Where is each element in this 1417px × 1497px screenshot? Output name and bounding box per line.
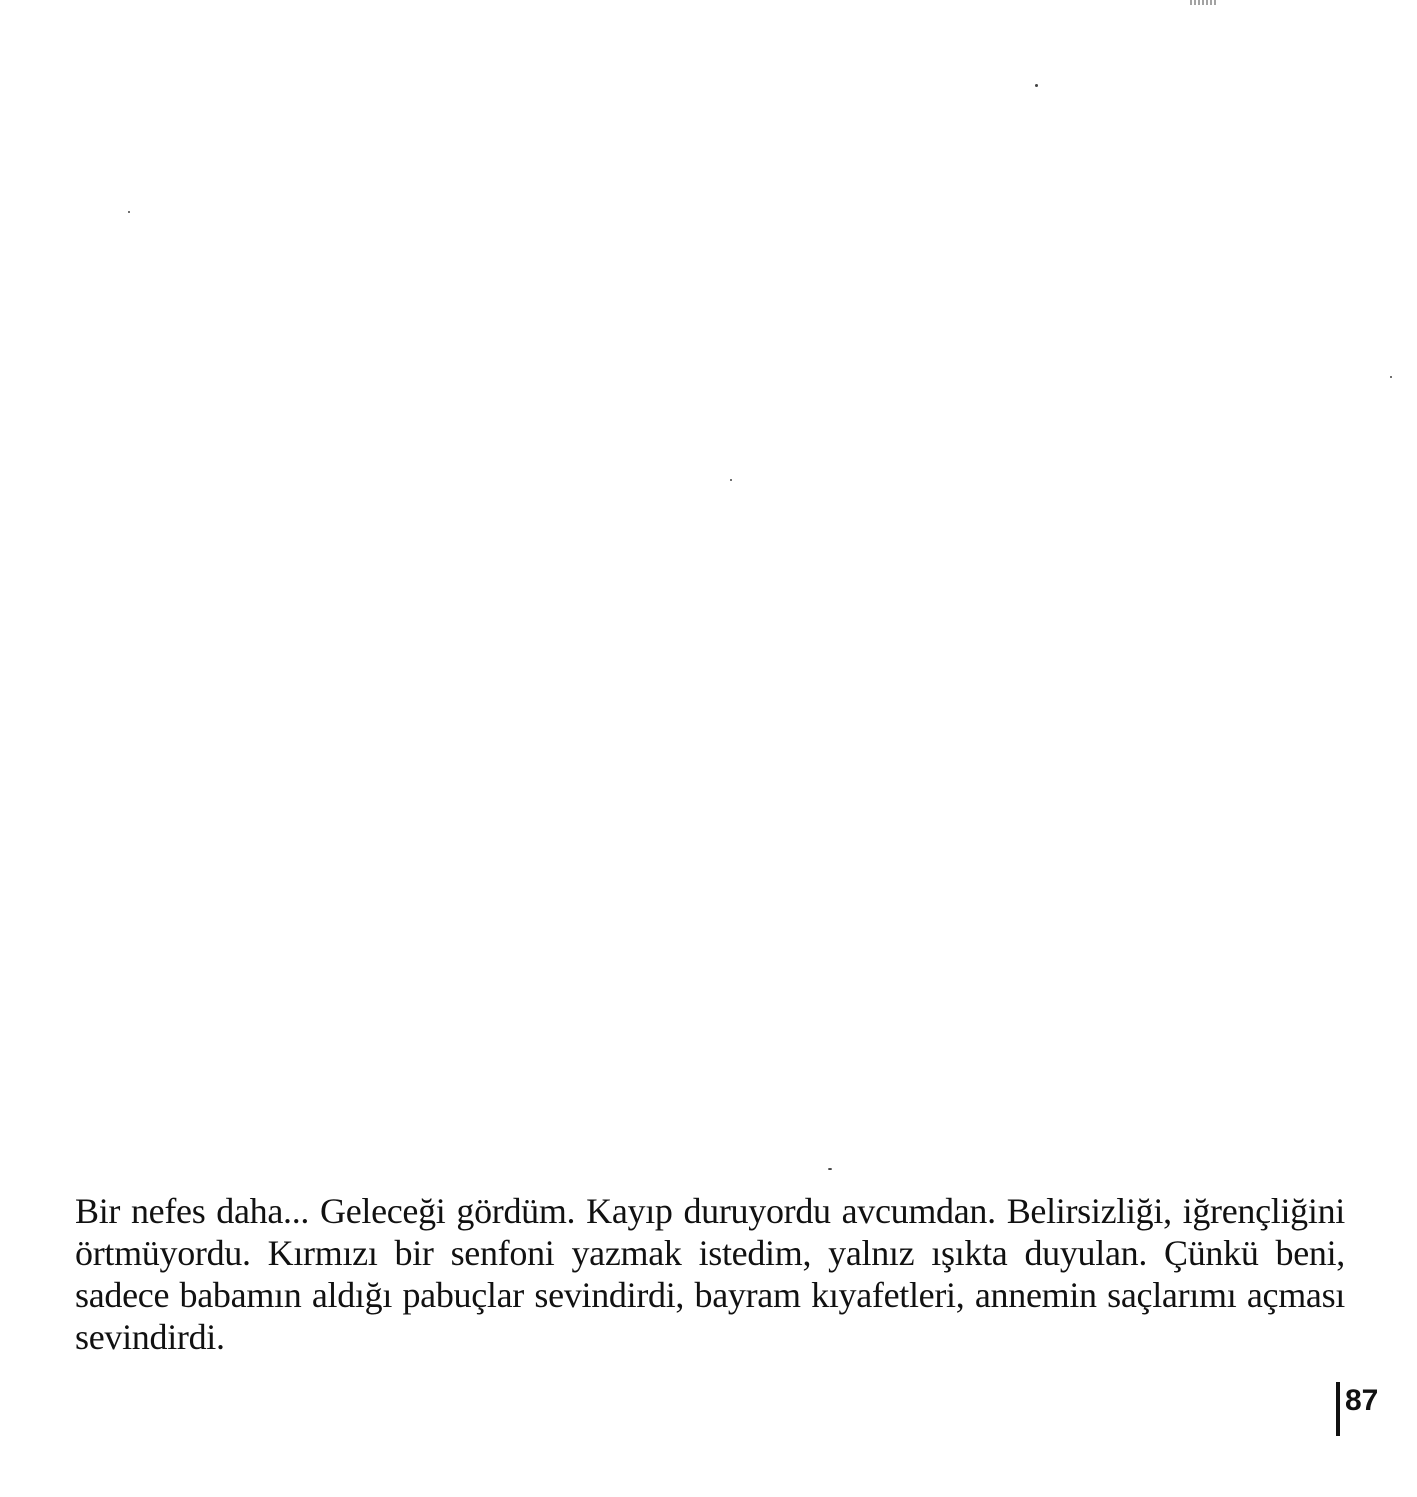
body-paragraph	[75, 1190, 1345, 1358]
dust-speck	[828, 1168, 832, 1170]
paragraph-line: sevindirdi.	[75, 1317, 225, 1357]
dust-speck	[730, 479, 732, 481]
paragraph-line: Bir nefes daha... Geleceği gördüm. Kayıp duruyordu avcumdan. Belirsizliği, iğrençliğini	[75, 1191, 1345, 1231]
paragraph-line: örtmüyordu. Kırmızı bir senfoni yazmak istedim, yalnız ışıkta duyulan. Çünkü beni,	[75, 1233, 1345, 1273]
folio-rule	[1336, 1382, 1340, 1436]
page-folio	[1336, 1382, 1378, 1436]
dust-speck	[128, 211, 130, 213]
dust-speck	[1390, 376, 1392, 378]
page-number: 87	[1345, 1384, 1379, 1417]
dust-speck	[1035, 84, 1038, 87]
scan-artifact	[1190, 0, 1216, 5]
paragraph-line: sadece babamın aldığı pabuçlar sevindirdi, bayram kıyafetleri, annemin saçlarımı açması	[75, 1275, 1345, 1315]
